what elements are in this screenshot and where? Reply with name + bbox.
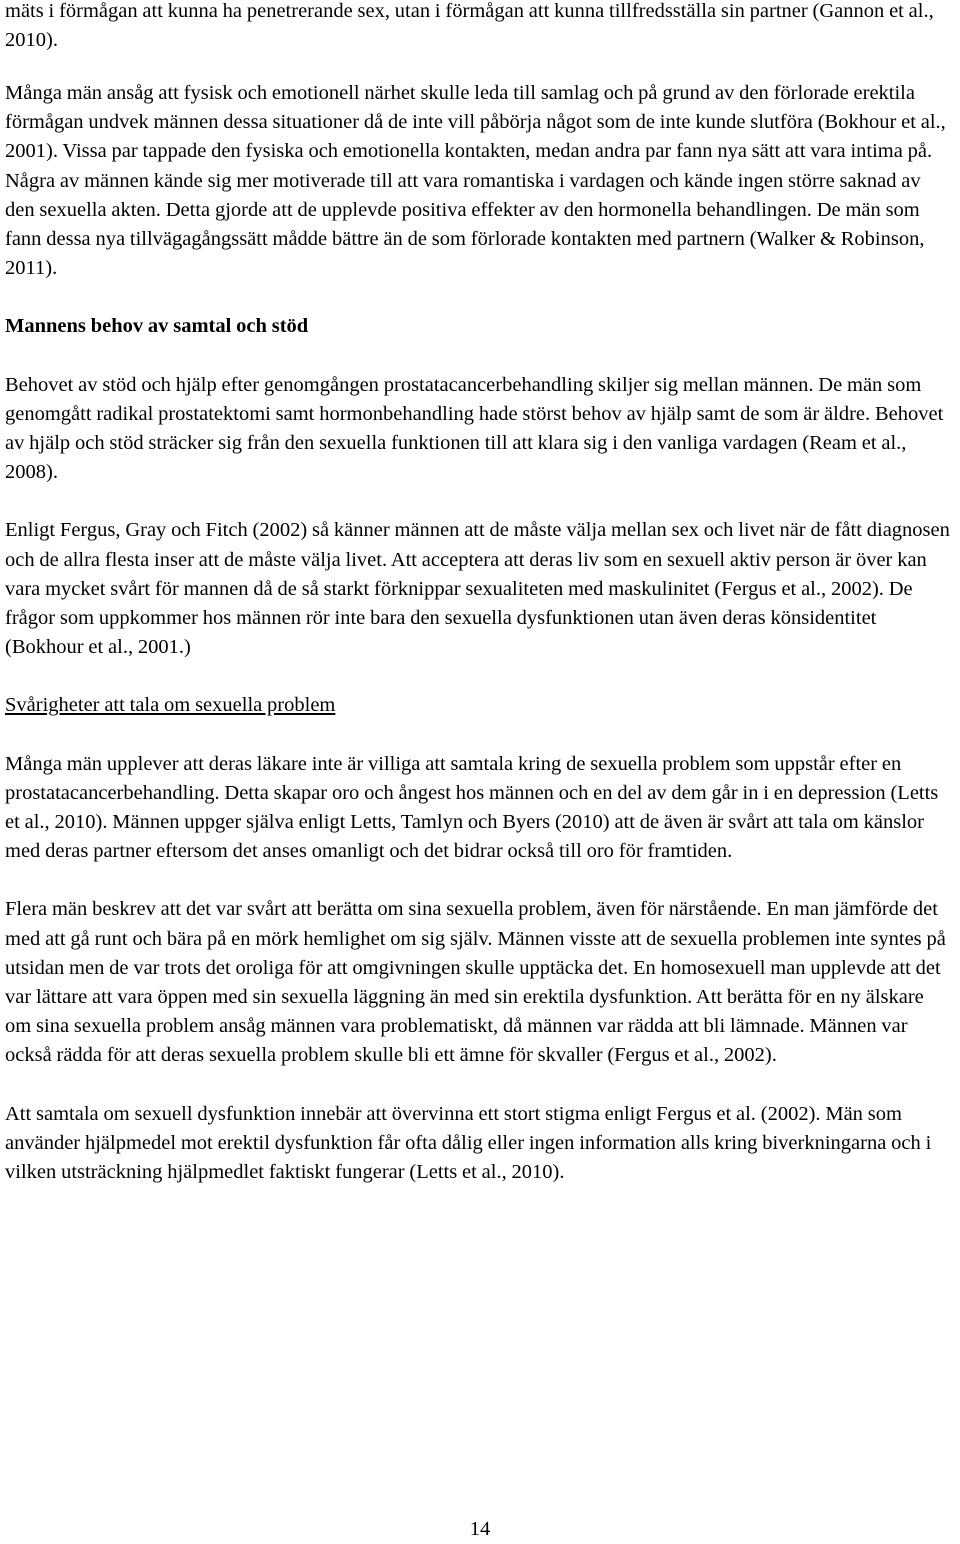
paragraph-stigma: Att samtala om sexuell dysfunktion innebär att övervinna ett stort stigma enligt Fergus et al. (2002). Män som använder hjälpmedel mot erektil dysfunktion får ofta dålig eller ingen information alls kring biverkningarna och i vilken utsträckning hjälpmedlet faktiskt fungerar (Letts et al., 2010). xyxy=(5,1102,932,1184)
section-heading-support-needs: Mannens behov av samtal och stöd xyxy=(5,315,309,338)
section-heading-talking-difficulties: Svårigheter att tala om sexuella problem xyxy=(5,694,336,717)
paragraph-disclosure: Flera män beskrev att det var svårt att berätta om sina sexuella problem, även för närstående. En man jämförde det med att gå runt och bära på en mörk hemlighet om sig själv. Männen visste att de sexuella problemen inte syntes på utsidan men de var trots det oroliga för att omgivningen skulle upptäcka det. En homosexuell man upplevde att det var lättare att vara öppen med sin sexuella läggning än med sin erektila dysfunktion. Att berätta för en ny älskare om sina sexuella problem ansåg männen vara problematiskt, då männen var rädda att bli lämnade. Männen var också rädda för att deras sexuella problem skulle bli ett ämne för skvaller (Fergus et al., 2002). xyxy=(5,898,946,1067)
paragraph-fergus-choice: Enligt Fergus, Gray och Fitch (2002) så känner männen att de måste välja mellan sex och livet när de fått diagnosen och de allra flesta inser att de måste välja livet. Att acceptera att deras liv som en sexuell aktiv person är över kan vara mycket svårt för mannen då de så starkt förknippar sexualiteten med maskulinitet (Fergus et al., 2002). De frågor som uppkommer hos männen rör inte bara den sexuella dysfunktionen utan även deras könsidentitet (Bokhour et al., 2001.) xyxy=(5,519,950,659)
page-number: 14 xyxy=(469,1518,491,1540)
paragraph-support-needs: Behovet av stöd och hjälp efter genomgången prostatacancerbehandling skiljer sig mellan männen. De män som genomgått radikal prostatektomi samt hormonbehandling hade störst behov av hjälp samt de som är äldre. Behovet av hjälp och stöd sträcker sig från den sexuella funktionen till att klara sig i den vanliga vardagen (Ream et al., 2008). xyxy=(5,373,944,484)
document-body xyxy=(5,79,954,1216)
paragraph-doctors: Många män upplever att deras läkare inte är villiga att samtala kring de sexuella problem som uppstår efter en prostatacancerbehandling. Detta skapar oro och ångest hos männen och en del av dem går in i en depression (Letts et al., 2010). Männen uppger själva enligt Letts, Tamlyn och Byers (2010) att de även är svårt att tala om känslor med deras partner eftersom det anses omanligt och det bidrar också till oro för framtiden. xyxy=(5,752,939,863)
paragraph-continuation: mäts i förmågan att kunna ha penetrerande sex, utan i förmågan att kunna tillfredsställa sin partner (Gannon et al., 2010). xyxy=(5,0,934,52)
paragraph-intimacy: Många män ansåg att fysisk och emotionell närhet skulle leda till samlag och på grund av den förlorade erektila förmågan undvek männen dessa situationer då de inte vill påbörja något som de inte kunde slutföra (Bokhour et al., 2001). Vissa par tappade den fysiska och emotionella kontakten, medan andra par fann nya sätt att vara intima på. Några av männen kände sig mer motiverade till att vara romantiska i vardagen och kände ingen större saknad av den sexuella akten. Detta gjorde att de upplevde positiva effekter av den hormonella behandlingen. De män som fann dessa nya tillvägagångssätt mådde bättre än de som förlorade kontakten med partnern (Walker & Robinson, 2011). xyxy=(5,82,946,280)
